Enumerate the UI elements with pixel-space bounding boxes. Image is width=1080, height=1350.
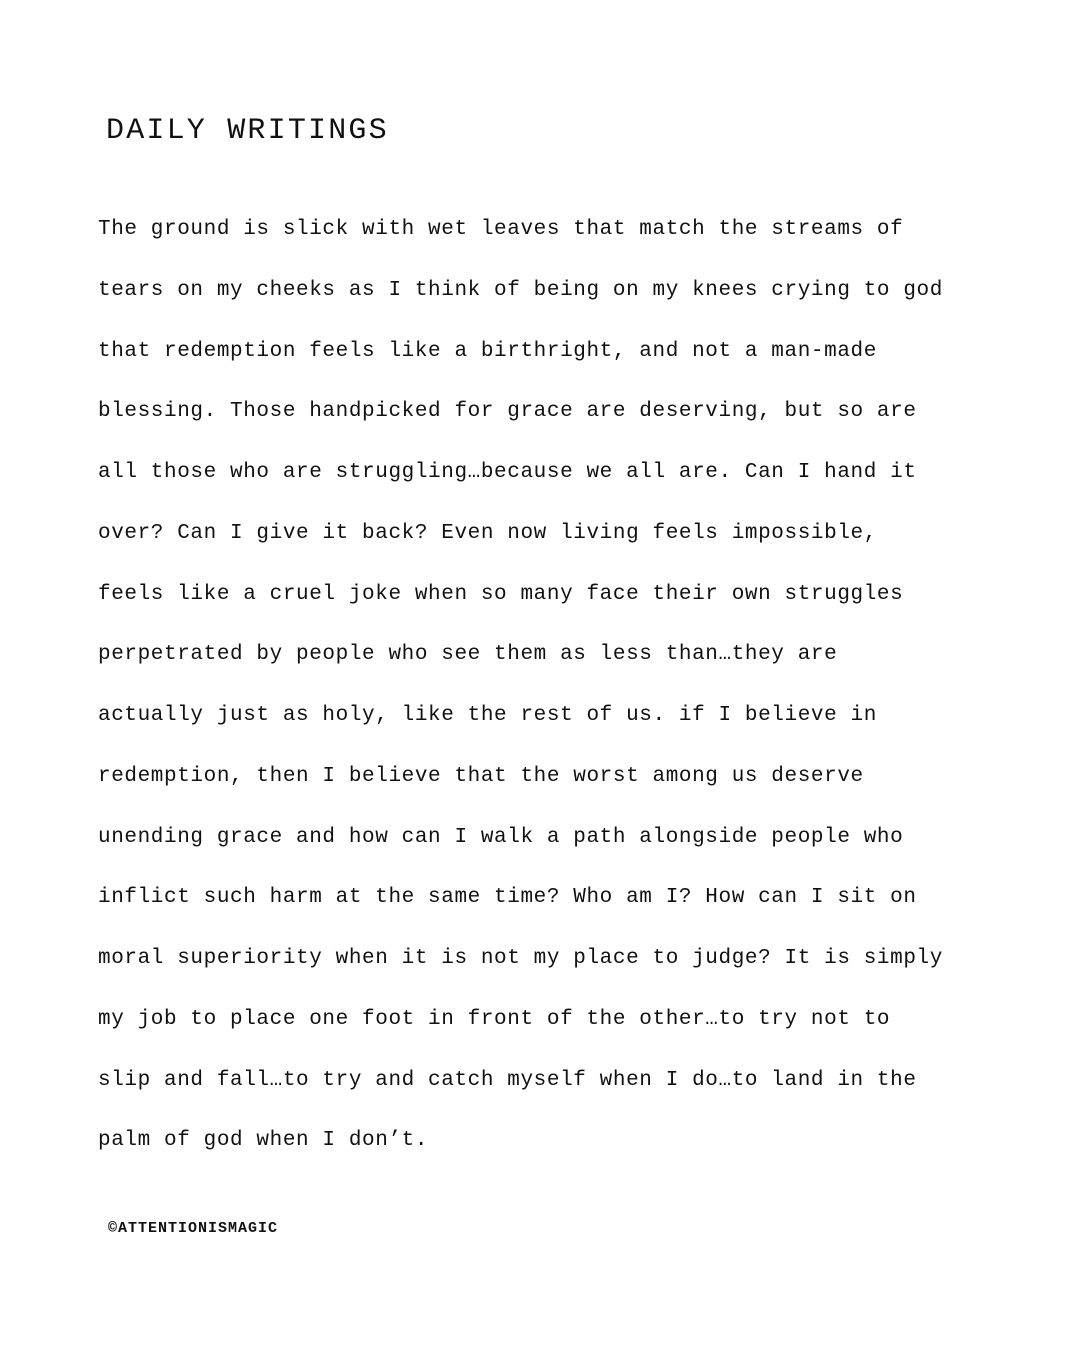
text-line: unending grace and how can I walk a path alongside people who: [98, 825, 904, 849]
text-line: that redemption feels like a birthright, and not a man-made: [98, 339, 877, 363]
text-line: palm of god when I don’t.: [98, 1129, 429, 1153]
text-line: tears on my cheeks as I think of being on my knees crying to god: [98, 278, 943, 302]
text-line: inflict such harm at the same time? Who am I? How can I sit on: [98, 886, 917, 910]
text-line: over? Can I give it back? Even now living feels impossible,: [98, 521, 877, 545]
text-line: redemption, then I believe that the worst among us deserve: [98, 764, 864, 788]
text-line: slip and fall…to try and catch myself when I do…to land in the: [98, 1068, 917, 1092]
text-line: moral superiority when it is not my place to judge? It is simply: [98, 947, 943, 970]
body-text: [98, 208, 998, 1180]
text-line: perpetrated by people who see them as less than…they are: [98, 643, 838, 667]
text-line: blessing. Those handpicked for grace are deserving, but so are: [98, 400, 917, 424]
text-line: actually just as holy, like the rest of us. if I believe in: [98, 704, 877, 727]
page-title: DAILY WRITINGS: [106, 114, 389, 148]
text-line: feels like a cruel joke when so many face their own struggles: [98, 582, 904, 606]
text-line: all those who are struggling…because we all are. Can I hand it: [98, 461, 917, 484]
text-line: The ground is slick with wet leaves that match the streams of: [98, 218, 904, 241]
text-line: my job to place one foot in front of the other…to try not to: [98, 1007, 891, 1031]
copyright-handle: ©ATTENTIONISMAGIC: [108, 1220, 279, 1237]
